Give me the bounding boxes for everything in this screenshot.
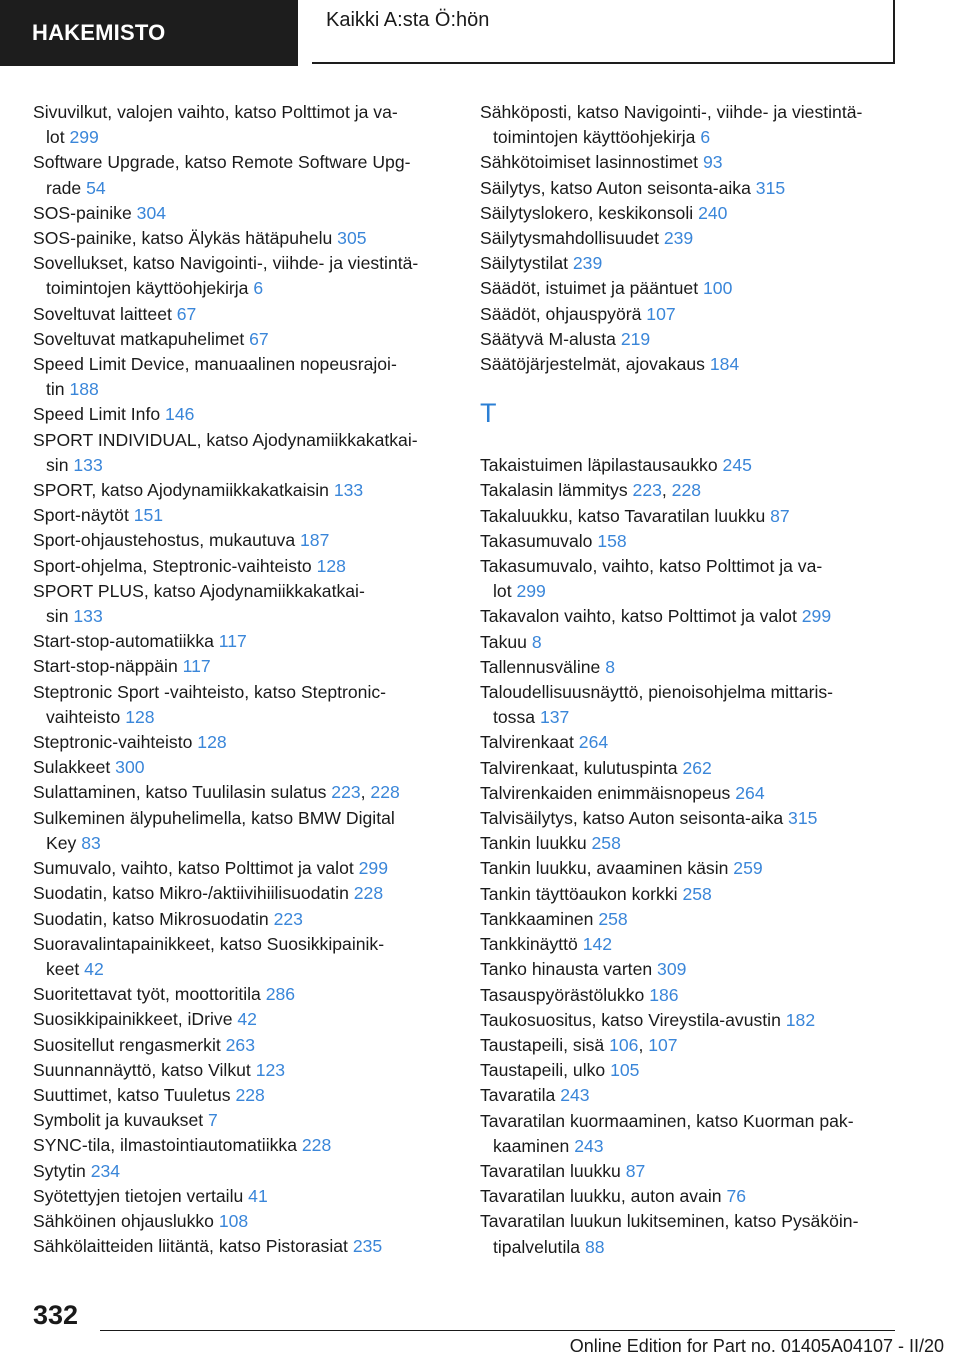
index-entry-text: Säätöjärjestelmät, ajovakaus xyxy=(480,354,710,375)
index-entry-text: Sport-näytöt xyxy=(33,505,134,526)
index-entry xyxy=(33,806,453,856)
index-entry-text: vaihteisto xyxy=(46,706,126,727)
index-entry-text: Takalasin lämmitys xyxy=(480,480,633,501)
index-entry xyxy=(33,907,453,932)
index-entry-text: Start-stop-näppäin xyxy=(33,656,183,677)
page-number: 332 xyxy=(33,1300,79,1330)
index-entry xyxy=(480,504,900,529)
index-entry-text: sin xyxy=(46,454,74,475)
index-entry-text: Taustapeili, ulko xyxy=(480,1060,611,1081)
page-reference-link[interactable]: 263 xyxy=(225,1034,255,1055)
page-reference-link[interactable]: 8 xyxy=(605,656,615,677)
page-reference-link[interactable]: 243 xyxy=(560,1085,590,1106)
index-entry-text: Tankin täyttöaukon korkki xyxy=(480,883,683,904)
index-entry: Taustapeili, sisä 106, 107 xyxy=(480,1034,678,1055)
index-entry xyxy=(480,529,900,554)
index-entry-text: Tavaratilan luukku xyxy=(480,1160,626,1181)
index-entry xyxy=(33,1184,453,1209)
page-reference-link[interactable]: 219 xyxy=(620,328,651,349)
page-reference-link[interactable]: 128 xyxy=(125,706,155,727)
index-entry-text: toimintojen käyttöohjekirja xyxy=(46,278,254,299)
index-entry-text: Suodatin, katso Mikro-/aktiivihiilisuodatin xyxy=(33,883,354,904)
index-entry-text: Tavaratilan luukku, auton avain xyxy=(480,1186,727,1207)
page-reference-link[interactable]: 309 xyxy=(657,959,687,980)
index-entry-text: Start-stop-automatiikka xyxy=(33,631,219,652)
page-reference-link[interactable]: 304 xyxy=(136,202,167,223)
index-entry-text: Taloudellisuusnäyttö, pienoisohjelma mittaris- xyxy=(480,682,834,703)
section-title: HAKEMISTO xyxy=(32,20,166,45)
index-entry-text: Speed Limit Device, manuaalinen nopeusrajoi- xyxy=(33,354,397,375)
page-reference-link[interactable]: 76 xyxy=(726,1186,747,1207)
page-reference-link[interactable]: 107 xyxy=(646,303,676,324)
page-reference-link[interactable]: 239 xyxy=(572,253,603,274)
index-entry xyxy=(33,932,453,982)
index-entry xyxy=(480,201,900,226)
index-entry-text: Taukosuositus, katso Vireystila-avustin xyxy=(480,1009,786,1030)
index-entry-text: Takuu xyxy=(480,631,532,652)
index-entry-text: SOS-painike, katso Älykäs hätäpuhelu xyxy=(33,228,338,249)
page-reference-link[interactable]: 83 xyxy=(81,832,101,853)
index-entry-text: Sivuvilkut, valojen vaihto, katso Polttimot ja va- xyxy=(33,102,398,122)
page-reference-link[interactable]: 93 xyxy=(702,152,723,173)
page-reference-link[interactable]: 146 xyxy=(165,404,195,425)
index-entry-text: lot xyxy=(46,127,70,148)
index-entry-text: Suuttimet, katso Tuuletus xyxy=(33,1084,236,1105)
index-entry-text: Takasumuvalo xyxy=(480,530,598,551)
index-entry-text: Säilytystilat xyxy=(480,253,573,274)
index-entry-text: Talvirenkaat, kulutuspinta xyxy=(480,757,683,778)
index-entry-text: Sähköposti, katso Navigointi-, viihde- ja viestintä- xyxy=(480,102,863,122)
index-entry-text: rade xyxy=(46,177,87,198)
page-reference-link[interactable]: 315 xyxy=(788,808,818,829)
page-reference-link[interactable]: 151 xyxy=(133,505,164,526)
index-entry xyxy=(33,755,453,780)
index-entry-text: Takavalon vaihto, katso Polttimot ja valot xyxy=(480,606,802,627)
index-entry-text: Speed Limit Info xyxy=(33,404,166,425)
index-entry xyxy=(33,1234,453,1259)
page-reference-link[interactable]: 235 xyxy=(352,1236,383,1257)
index-entry xyxy=(480,453,900,478)
index-entry xyxy=(480,1008,900,1033)
page-reference-link[interactable]: 128 xyxy=(316,555,346,576)
index-entry xyxy=(33,1209,453,1234)
index-entry xyxy=(33,327,453,352)
page-reference-link[interactable]: 228 xyxy=(370,782,400,803)
index-entry-text: SPORT, katso Ajodynamiikkakatkaisin xyxy=(33,480,334,501)
index-column-right xyxy=(480,100,900,1260)
page-reference-link[interactable]: 245 xyxy=(722,455,752,476)
page-reference-link[interactable]: 41 xyxy=(248,1185,268,1206)
index-entry-text: Takasumuvalo, vaihto, katso Polttimot ja va- xyxy=(480,556,823,577)
index-entry xyxy=(33,680,453,730)
index-entry-text: Taustapeili, sisä xyxy=(480,1034,610,1055)
index-entry xyxy=(480,226,900,251)
index-entry xyxy=(480,150,900,175)
page-reference-link[interactable]: 300 xyxy=(115,757,145,778)
page-reference-link[interactable]: 223 xyxy=(632,480,662,501)
page-reference-link[interactable]: 42 xyxy=(84,958,104,979)
index-entry-text: Suoravalintapainikkeet, katso Suosikkipainik- xyxy=(33,933,385,954)
index-entry-text: Tavaratilan kuormaaminen, katso Kuorman pak- xyxy=(480,1110,854,1131)
index-entry xyxy=(33,428,453,478)
index-entry-text: Steptronic-vaihteisto xyxy=(33,732,198,753)
index-entry-text: Suositellut rengasmerkit xyxy=(33,1034,226,1055)
index-entry-text: Sähkötoimiset lasinnostimet xyxy=(480,152,703,173)
page-reference-link[interactable]: 240 xyxy=(698,202,728,223)
page-reference-link[interactable]: 184 xyxy=(709,354,740,375)
index-entry xyxy=(480,856,900,881)
index-entry xyxy=(33,1108,453,1133)
index-entry-text: Tasauspyörästölukko xyxy=(480,984,650,1005)
page-reference-link[interactable]: 299 xyxy=(69,127,99,148)
index-entry-text: Syötettyjen tietojen vertailu xyxy=(33,1185,249,1206)
index-entry xyxy=(33,201,453,226)
index-entry-text: Sulkeminen älypuhelimella, katso BMW Digital xyxy=(33,807,395,828)
index-entry xyxy=(33,629,453,654)
index-entry xyxy=(33,503,453,528)
index-entry xyxy=(33,352,453,402)
page-reference-link[interactable]: 188 xyxy=(69,379,99,400)
index-entry-text: SPORT PLUS, katso Ajodynamiikkakatkai- xyxy=(33,580,365,601)
index-entry xyxy=(480,1083,900,1108)
page-reference-link[interactable]: 186 xyxy=(649,984,679,1005)
index-entry xyxy=(480,882,900,907)
index-entry-text: SPORT INDIVIDUAL, katso Ajodynamiikkakatkai- xyxy=(33,429,418,450)
index-entry xyxy=(33,251,453,301)
index-entry-text: Symbolit ja kuvaukset xyxy=(33,1110,209,1131)
index-entry xyxy=(480,100,900,150)
page-reference-link[interactable]: 264 xyxy=(578,732,609,753)
page-reference-link[interactable]: 228 xyxy=(353,883,384,904)
index-entry xyxy=(480,554,900,604)
index-entry-text: Tanko hinausta varten xyxy=(480,959,658,980)
index-entry-text: tin xyxy=(46,379,70,400)
index-entry-text: Sovellukset, katso Navigointi-, viihde- ja viestintä- xyxy=(33,253,419,274)
index-entry-text: Tankkinäyttö xyxy=(480,934,583,955)
page-reference-link[interactable]: 258 xyxy=(591,833,621,854)
index-entry-text: Steptronic Sport -vaihteisto, katso Steptronic- xyxy=(33,681,387,702)
index-entry-text: Talvirenkaat xyxy=(480,732,579,753)
index-entry xyxy=(33,881,453,906)
index-entry-text: Sulakkeet xyxy=(33,757,116,778)
index-entry xyxy=(33,1083,453,1108)
page-reference-link[interactable]: 54 xyxy=(86,177,106,198)
page-reference-link[interactable]: 108 xyxy=(218,1210,249,1231)
index-entry xyxy=(33,226,453,251)
page-reference-link[interactable]: 128 xyxy=(197,732,227,753)
index-entry-text: lot xyxy=(493,581,517,602)
index-entry-text: Key xyxy=(46,832,82,853)
index-entry-text: Sulattaminen, katso Tuulilasin sulatus xyxy=(33,782,332,803)
index-entry-text: Software Upgrade, katso Remote Software Upg- xyxy=(33,152,411,173)
page-reference-link[interactable]: 223 xyxy=(331,782,361,803)
index-entry-text: Sumuvalo, vaihto, katso Polttimot ja valot xyxy=(33,858,359,879)
page-reference-link[interactable]: 243 xyxy=(574,1135,604,1156)
index-entry xyxy=(33,150,453,200)
index-entry-text: Suoritettavat työt, moottoritila xyxy=(33,984,266,1005)
index-entry xyxy=(480,276,900,301)
index-entry-text: Tallennusväline xyxy=(480,656,606,677)
index-entry xyxy=(33,982,453,1007)
index-entry xyxy=(480,352,900,377)
index-entry xyxy=(480,630,900,655)
index-entry xyxy=(480,806,900,831)
index-entry xyxy=(480,1058,900,1083)
index-entry-text: Suodatin, katso Mikrosuodatin xyxy=(33,908,274,929)
index-entry-text: Sport-ohjelma, Steptronic-vaihteisto xyxy=(33,555,317,576)
page-reference-link[interactable]: 133 xyxy=(73,606,103,627)
index-entry-text: Takaluukku, katso Tavaratilan luukku xyxy=(480,505,771,526)
index-entry xyxy=(480,831,900,856)
index-entry-text: Soveltuvat matkapuhelimet xyxy=(33,328,250,349)
page-reference-link[interactable]: 158 xyxy=(597,530,627,551)
index-entry xyxy=(33,1033,453,1058)
index-entry xyxy=(480,781,900,806)
index-entry xyxy=(480,932,900,957)
page-reference-link[interactable]: 42 xyxy=(237,1009,257,1030)
index-entry-text: Säilytysmahdollisuudet xyxy=(480,228,664,249)
page-reference-link[interactable]: 117 xyxy=(218,631,247,652)
index-entry xyxy=(480,251,900,276)
index-entry xyxy=(33,856,453,881)
index-entry xyxy=(33,302,453,327)
index-entry-text: keet xyxy=(46,958,85,979)
index-entry-text: kaaminen xyxy=(493,1135,575,1156)
index-entry-text: Tankin luukku, avaaminen käsin xyxy=(480,858,734,879)
page-reference-link[interactable]: 142 xyxy=(582,934,613,955)
index-entry-text: Sähköinen ohjauslukko xyxy=(33,1210,219,1231)
index-entry-text: sin xyxy=(46,606,74,627)
index-entry xyxy=(33,730,453,755)
index-entry: Takalasin lämmitys 223, 228 xyxy=(480,480,702,501)
edition-note: Online Edition for Part no. 01405A04107 - II/20 xyxy=(569,1336,944,1356)
index-entry xyxy=(33,1159,453,1184)
index-entry xyxy=(33,554,453,579)
page-reference-link[interactable]: 228 xyxy=(671,480,702,501)
page-reference-link[interactable]: 6 xyxy=(700,127,711,148)
page-reference-link[interactable]: 106 xyxy=(609,1034,639,1055)
index-entry xyxy=(33,1007,453,1032)
index-entry xyxy=(480,655,900,680)
page-reference-link[interactable]: 105 xyxy=(610,1060,640,1081)
page-reference-link[interactable]: 228 xyxy=(301,1135,332,1156)
index-entry: Sulattaminen, katso Tuulilasin sulatus 223, 228 xyxy=(33,782,400,803)
index-entry-text: SOS-painike xyxy=(33,202,137,223)
index-entry xyxy=(33,1133,453,1158)
page-reference-link[interactable]: 7 xyxy=(208,1110,218,1131)
index-entry xyxy=(33,402,453,427)
section-letter-heading: T xyxy=(480,398,497,429)
index-entry xyxy=(480,176,900,201)
index-entry-text: Tavaratila xyxy=(480,1085,561,1106)
page-reference-link[interactable]: 107 xyxy=(648,1034,678,1055)
page-reference-link[interactable]: 87 xyxy=(625,1160,646,1181)
index-entry xyxy=(33,528,453,553)
page-reference-link[interactable]: 133 xyxy=(73,454,103,475)
page-reference-link[interactable]: 67 xyxy=(249,328,269,349)
index-entry-text: Säädöt, ohjauspyörä xyxy=(480,303,647,324)
page-reference-link[interactable]: 182 xyxy=(785,1009,816,1030)
page-reference-link[interactable]: 6 xyxy=(253,278,264,299)
index-entry xyxy=(480,983,900,1008)
index-entry xyxy=(480,957,900,982)
index-entry-text: Tankin luukku xyxy=(480,833,592,854)
page-reference-link[interactable]: 137 xyxy=(539,707,570,728)
page-reference-link[interactable]: 87 xyxy=(770,505,790,526)
page-reference-link[interactable]: 187 xyxy=(300,530,330,551)
page-reference-link[interactable]: 258 xyxy=(598,908,628,929)
page-reference-link[interactable]: 299 xyxy=(801,606,832,627)
index-entry xyxy=(480,604,900,629)
index-entry-text: toimintojen käyttöohjekirja xyxy=(493,127,701,148)
index-entry xyxy=(480,327,900,352)
index-entry-text: Sport-ohjaustehostus, mukautuva xyxy=(33,530,300,551)
page-reference-link[interactable]: 133 xyxy=(333,480,364,501)
page-reference-link[interactable]: 262 xyxy=(682,757,712,778)
index-entry xyxy=(480,680,900,730)
page-reference-link[interactable]: 67 xyxy=(176,303,197,324)
page-reference-link[interactable]: 100 xyxy=(703,278,733,299)
index-entry-text: Talvirenkaiden enimmäisnopeus xyxy=(480,782,736,803)
index-entry-text: Säätyvä M-alusta xyxy=(480,328,621,349)
index-entry xyxy=(33,654,453,679)
page-reference-link[interactable]: 228 xyxy=(235,1084,265,1105)
page-reference-link[interactable]: 117 xyxy=(182,656,211,677)
page-reference-link[interactable]: 88 xyxy=(584,1236,605,1257)
index-entry xyxy=(33,478,453,503)
page-reference-link[interactable]: 123 xyxy=(255,1059,286,1080)
index-entry xyxy=(480,1184,900,1209)
page-reference-link[interactable]: 223 xyxy=(273,908,303,929)
index-entry xyxy=(33,1058,453,1083)
index-entry-text: Säädöt, istuimet ja pääntuet xyxy=(480,278,703,299)
page-reference-link[interactable]: 305 xyxy=(337,228,367,249)
chapter-header xyxy=(312,0,895,64)
index-entry-text: Säilytys, katso Auton seisonta-aika xyxy=(480,177,756,198)
chapter-title: Kaikki A:sta Ö:hön xyxy=(326,9,490,31)
page-reference-link[interactable]: 259 xyxy=(733,858,763,879)
footer-divider xyxy=(100,1330,895,1331)
page-reference-link[interactable]: 299 xyxy=(358,858,388,879)
page-reference-link[interactable]: 286 xyxy=(265,984,296,1005)
index-entry xyxy=(33,100,453,150)
index-entry-text: Sähkölaitteiden liitäntä, katso Pistorasiat xyxy=(33,1236,353,1257)
index-entry-text: Takaistuimen läpilastausaukko xyxy=(480,455,723,476)
index-entry xyxy=(480,1209,900,1259)
index-entry-text: tipalvelutila xyxy=(493,1236,585,1257)
page-reference-link[interactable]: 299 xyxy=(516,581,546,602)
index-entry xyxy=(33,579,453,629)
index-column-left xyxy=(33,100,453,1259)
index-entry xyxy=(480,756,900,781)
index-entry-text: Tankkaaminen xyxy=(480,908,599,929)
page-reference-link[interactable]: 8 xyxy=(531,631,542,652)
index-entry-text: tossa xyxy=(493,707,540,728)
index-entry-text: SYNC-tila, ilmastointiautomatiikka xyxy=(33,1135,302,1156)
index-entry-text: Soveltuvat laitteet xyxy=(33,303,177,324)
index-entry-text: Säilytyslokero, keskikonsoli xyxy=(480,202,699,223)
index-entry xyxy=(480,302,900,327)
index-entry-text: Sytytin xyxy=(33,1160,91,1181)
page-reference-link[interactable]: 234 xyxy=(90,1160,121,1181)
index-entry-text: Tavaratilan luukun lukitseminen, katso Pysäköin- xyxy=(480,1211,859,1232)
index-group-s xyxy=(480,100,900,377)
index-group-t xyxy=(480,453,900,1260)
section-tab xyxy=(0,0,298,66)
index-entry-text: Suunnannäyttö, katso Vilkut xyxy=(33,1059,256,1080)
index-entry xyxy=(480,907,900,932)
index-entry-text: Talvisäilytys, katso Auton seisonta-aika xyxy=(480,808,789,829)
index-entry xyxy=(480,1109,900,1159)
index-entry xyxy=(480,730,900,755)
index-entry-text: Suosikkipainikkeet, iDrive xyxy=(33,1009,238,1030)
page-reference-link[interactable]: 239 xyxy=(663,228,694,249)
page-reference-link[interactable]: 315 xyxy=(755,177,786,198)
index-entry xyxy=(480,1159,900,1184)
page-reference-link[interactable]: 264 xyxy=(735,782,765,803)
page-reference-link[interactable]: 258 xyxy=(682,883,712,904)
